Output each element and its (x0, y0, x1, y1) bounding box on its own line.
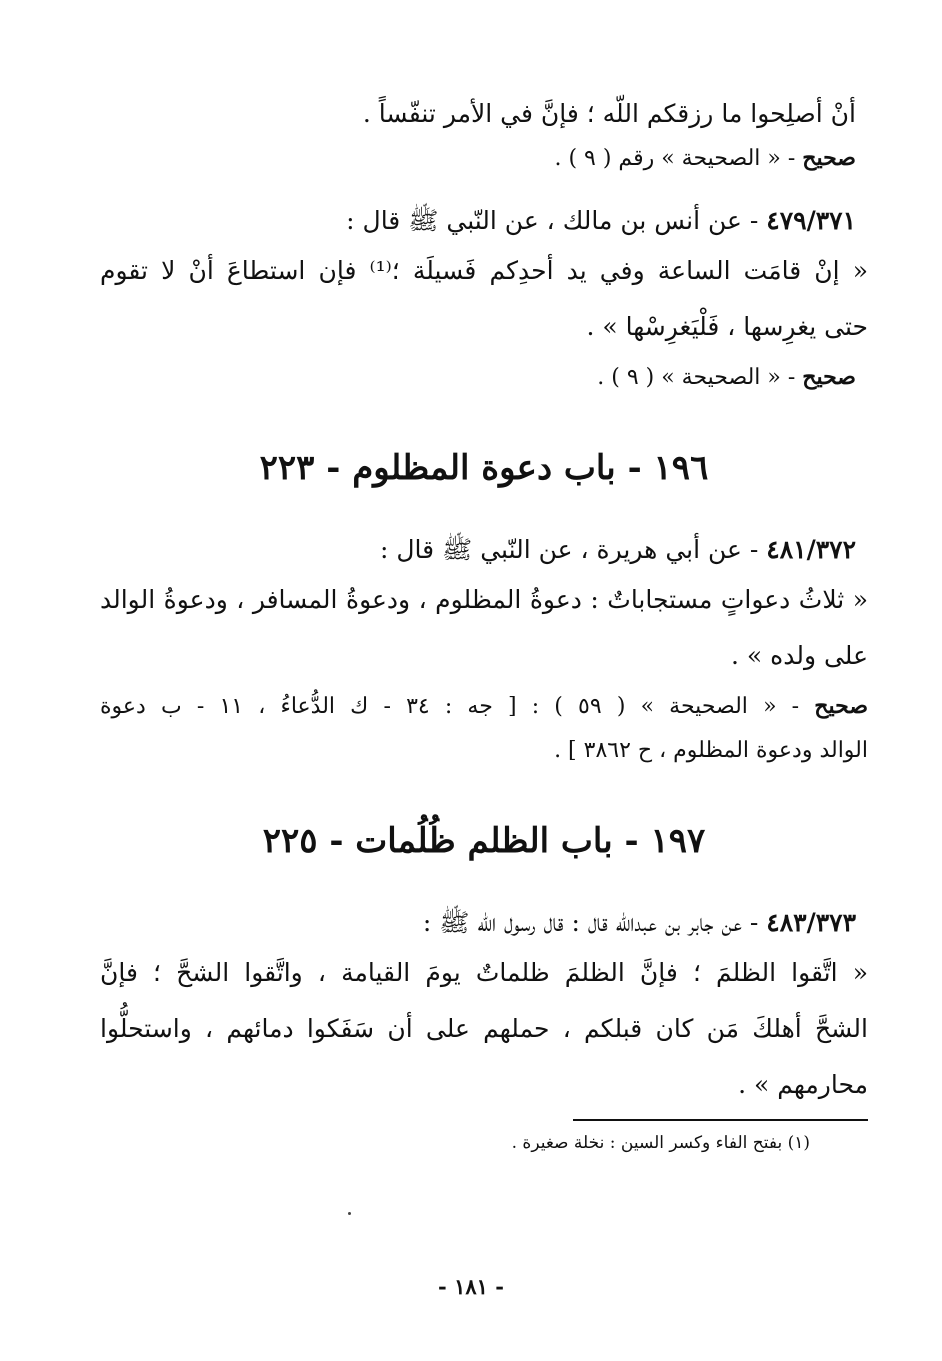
hadith-text: « إنْ قامَت الساعة وفي يد أحدِكم فَسيلَة ؛⁽¹⁾ فإن استطاعَ أنْ لا تقوم (100, 256, 868, 285)
hadith-text: محارمهم » . (738, 1070, 868, 1099)
intro-text: أنْ أصلِحوا ما رزقكم اللّه ؛ فإنَّ في الأمر تنفّساً . (362, 99, 856, 128)
scan-speck (348, 1212, 351, 1215)
hadith-373-text-line-3 (100, 1057, 868, 1113)
hadith-372-text-line-1 (100, 572, 868, 628)
grade-label: صحيح (802, 145, 856, 171)
footnote: (١) بفتح الفاء وكسر السين : نخلة صغيرة . (511, 1133, 810, 1153)
hadith-text: حتى يغرِسها ، فَلْيَغرِسْها » . (586, 312, 868, 341)
hadith-371-text-line-1 (100, 243, 868, 299)
hadith-text: الشحَّ أهلكَ مَن كان قبلكم ، حملهم على أن سَفَكوا دمائهم ، واستحلُّوا (100, 1014, 868, 1043)
hadith-text: على ولده » . (730, 641, 868, 670)
hadith-372-grade-line-1 (100, 684, 868, 729)
page-number: - ١٨١ - (438, 1274, 504, 1299)
grade-label: صحيح (814, 693, 869, 719)
hadith-373-text-line-1 (100, 945, 868, 1001)
hadith-372-isnad (100, 528, 868, 572)
hadith-373-text-line-2 (100, 1001, 868, 1057)
hadith-372-grade-line-2 (100, 729, 868, 773)
hadith-text: « اتَّقوا الظلمَ ؛ فإنَّ الظلمَ ظلماتٌ يومَ القيامة ، واتَّقوا الشحَّ ؛ فإنَّ (100, 958, 868, 987)
hadith-371-isnad (100, 199, 868, 243)
chapter-heading-196: ١٩٦ - باب دعوة المظلوم - ٢٢٣ (259, 448, 709, 488)
grade-reference-continued: الوالد ودعوة المظلوم ، ح ٣٨٦٢ ] . (554, 738, 868, 763)
hadith-372-text-line-2 (100, 628, 868, 684)
grade-label: صحيح (802, 364, 856, 390)
hadith-number: ٤٧٩/٣٧١ (766, 206, 856, 235)
hadith-373-isnad (100, 901, 868, 945)
intro-line (100, 92, 868, 136)
grade-reference: - « الصحيحة » رقم ( ٩ ) . (554, 146, 803, 171)
grade-reference: - « الصحيحة » ( ٥٩ ) : [ جه : ٣٤ - ك الدُّعاءُ ، ١١ - ب دعوة (100, 694, 815, 719)
hadith-371-text-line-2 (100, 299, 868, 355)
hadith-isnad: - عن أنس بن مالك ، عن النّبي ﷺ قال : (346, 206, 767, 235)
intro-grade (100, 136, 868, 181)
hadith-isnad: - عن جابر بن عبدالله قال : قال رسول الله ﷺ : (422, 908, 767, 937)
hadith-371-grade (100, 355, 868, 400)
hadith-number: ٤٨١/٣٧٢ (766, 535, 856, 564)
hadith-text: « ثلاثُ دعواتٍ مستجاباتٌ : دعوةُ المظلوم ، ودعوةُ المسافر ، ودعوةُ الوالد (100, 585, 868, 614)
chapter-heading-197: ١٩٧ - باب الظلم ظُلُمات - ٢٢٥ (262, 821, 706, 861)
grade-reference: - « الصحيحة » ( ٩ ) . (597, 365, 803, 390)
hadith-isnad: - عن أبي هريرة ، عن النّبي ﷺ قال : (380, 535, 767, 564)
hadith-number: ٤٨٣/٣٧٣ (766, 908, 856, 937)
footnote-divider (573, 1119, 868, 1121)
page-body (100, 92, 868, 1157)
